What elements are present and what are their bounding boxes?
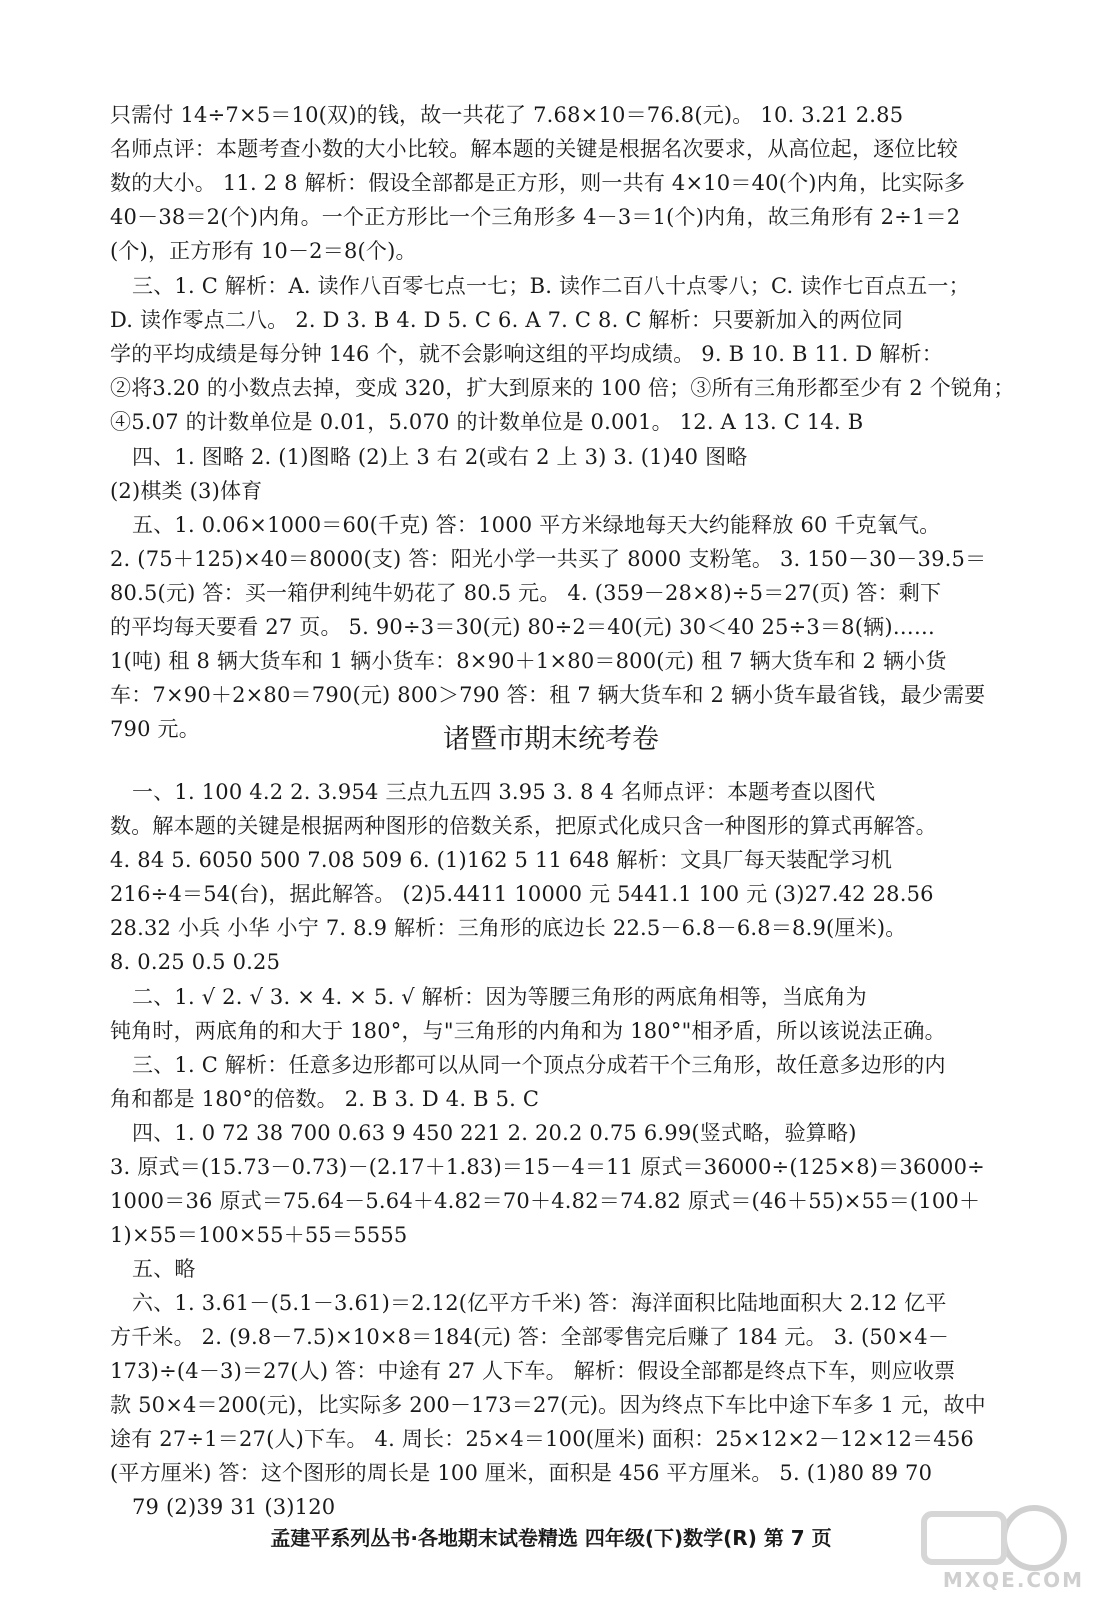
text-line: 数的大小。 11. 2 8 解析：假设全部都是正方形，则一共有 4×10＝40(个)内角，比实际多 <box>110 171 966 195</box>
text-line: 途有 27÷1＝27(人)下车。 4. 周长：25×4＝100(厘米) 面积：25×12×2－12×12＝456 <box>110 1427 974 1451</box>
text-line: 2. (75＋125)×40＝8000(支) 答：阳光小学一共买了 8000 支粉笔。 3. 150－30－39.5＝ <box>110 547 987 571</box>
text-line: ④5.07 的计数单位是 0.01，5.070 的计数单位是 0.001。 12. A 13. C 14. B <box>110 410 864 434</box>
text-line: 79 (2)39 31 (3)120 <box>132 1495 336 1519</box>
text-line: 六、1. 3.61－(5.1－3.61)＝2.12(亿平方千米) 答：海洋面积比陆地面积大 2.12 亿平 <box>132 1291 947 1315</box>
text-line: 名师点评：本题考查小数的大小比较。解本题的关键是根据名次要求，从高位起，逐位比较 <box>110 137 958 161</box>
text-line: 4. 84 5. 6050 500 7.08 509 6. (1)162 5 11 648 解析：文具厂每天装配学习机 <box>110 848 893 872</box>
text-line: ②将3.20 的小数点去掉，变成 320，扩大到原来的 100 倍；③所有三角形都至少有 2 个锐角； <box>110 376 1015 400</box>
text-line: 8. 0.25 0.5 0.25 <box>110 950 281 974</box>
text-line: 40－38＝2(个)内角。一个正方形比一个三角形多 4－3＝1(个)内角，故三角形有 2÷1＝2 <box>110 205 961 229</box>
text-line: (平方厘米) 答：这个图形的周长是 100 厘米，面积是 456 平方厘米。 5. (1)80 89 70 <box>110 1461 933 1485</box>
text-line: D. 读作零点二八。 2. D 3. B 4. D 5. C 6. A 7. C 8. C 解析：只要新加入的两位同 <box>110 308 903 332</box>
text-line: 216÷4＝54(台)，据此解答。 (2)5.4411 10000 元 5441.1 100 元 (3)27.42 28.56 <box>110 882 934 906</box>
text-line: 方千米。 2. (9.8－7.5)×10×8＝184(元) 答：全部零售完后赚了 184 元。 3. (50×4－ <box>110 1325 950 1349</box>
text-line: 只需付 14÷7×5＝10(双)的钱，故一共花了 7.68×10＝76.8(元)。 10. 3.21 2.85 <box>110 103 904 127</box>
watermark-text: MXQE.COM <box>942 1568 1084 1592</box>
section-title: 诸暨市期末统考卷 <box>443 724 659 755</box>
text-line: (个)，正方形有 10－2＝8(个)。 <box>110 239 417 263</box>
text-line: 三、1. C 解析：任意多边形都可以从同一个顶点分成若干个三角形，故任意多边形的内 <box>132 1053 946 1077</box>
text-line: 钝角时，两底角的和大于 180°，与"三角形的内角和为 180°"相矛盾，所以该说法正确。 <box>110 1019 946 1043</box>
text-line: (2)棋类 (3)体育 <box>110 479 263 503</box>
text-line: 五、1. 0.06×1000＝60(千克) 答：1000 平方米绿地每天大约能释放 60 千克氧气。 <box>132 513 941 537</box>
text-line: 790 元。 <box>110 717 200 741</box>
text-line: 角和都是 180°的倍数。 2. B 3. D 4. B 5. C <box>110 1087 540 1111</box>
text-line: 款 50×4＝200(元)，比实际多 200－173＝27(元)。因为终点下车比中途下车多 1 元，故中 <box>110 1393 986 1417</box>
text-line: 80.5(元) 答：买一箱伊利纯牛奶花了 80.5 元。 4. (359－28×8)÷5＝27(页) 答：剩下 <box>110 581 942 605</box>
text-line: 车：7×90＋2×80＝790(元) 800＞790 答：租 7 辆大货车和 2 辆小货车最省钱，最少需要 <box>110 683 986 707</box>
page-footer: 孟建平系列丛书·各地期末试卷精选 四年级(下)数学(R) 第 7 页 <box>270 1526 832 1550</box>
text-line: 学的平均成绩是每分钟 146 个，就不会影响这组的平均成绩。 9. B 10. B 11. D 解析： <box>110 342 943 366</box>
text-line: 数。解本题的关键是根据两种图形的倍数关系，把原式化成只含一种图形的算式再解答。 <box>110 814 937 838</box>
text-line: 1000＝36 原式＝75.64－5.64＋4.82＝70＋4.82＝74.82 原式＝(46＋55)×55＝(100＋ <box>110 1189 981 1213</box>
text-line: 一、1. 100 4.2 2. 3.954 三点九五四 3.95 3. 8 4 名师点评：本题考查以图代 <box>132 780 876 804</box>
text-line: 四、1. 图略 2. (1)图略 (2)上 3 右 2(或右 2 上 3) 3. (1)40 图略 <box>132 445 748 469</box>
text-line: 28.32 小兵 小华 小宁 7. 8.9 解析：三角形的底边长 22.5－6.8－6.8＝8.9(厘米)。 <box>110 916 907 940</box>
text-line: 173)÷(4－3)＝27(人) 答：中途有 27 人下车。 解析：假设全部都是终点下车，则应收票 <box>110 1359 956 1383</box>
text-line: 五、略 <box>132 1257 196 1281</box>
watermark <box>884 1500 1084 1594</box>
text-line: 1(吨) 租 8 辆大货车和 1 辆小货车：8×90＋1×80＝800(元) 租 7 辆大货车和 2 辆小货 <box>110 649 947 673</box>
text-line: 二、1. √ 2. √ 3. × 4. × 5. √ 解析：因为等腰三角形的两底角相等，当底角为 <box>132 985 867 1009</box>
text-line: 1)×55＝100×55＋55＝5555 <box>110 1223 408 1247</box>
text-line: 四、1. 0 72 38 700 0.63 9 450 221 2. 20.2 0.75 6.99(竖式略，验算略) <box>132 1121 857 1145</box>
text-line: 3. 原式＝(15.73－0.73)－(2.17＋1.83)＝15－4＝11 原式＝36000÷(125×8)＝36000÷ <box>110 1155 985 1179</box>
text-line: 三、1. C 解析：A. 读作八百零七点一七；B. 读作二百八十点零八；C. 读作七百点五一； <box>132 274 970 298</box>
text-line: 的平均每天要看 27 页。 5. 90÷3＝30(元) 80÷2＝40(元) 30＜40 25÷3＝8(辆)…… <box>110 615 936 639</box>
